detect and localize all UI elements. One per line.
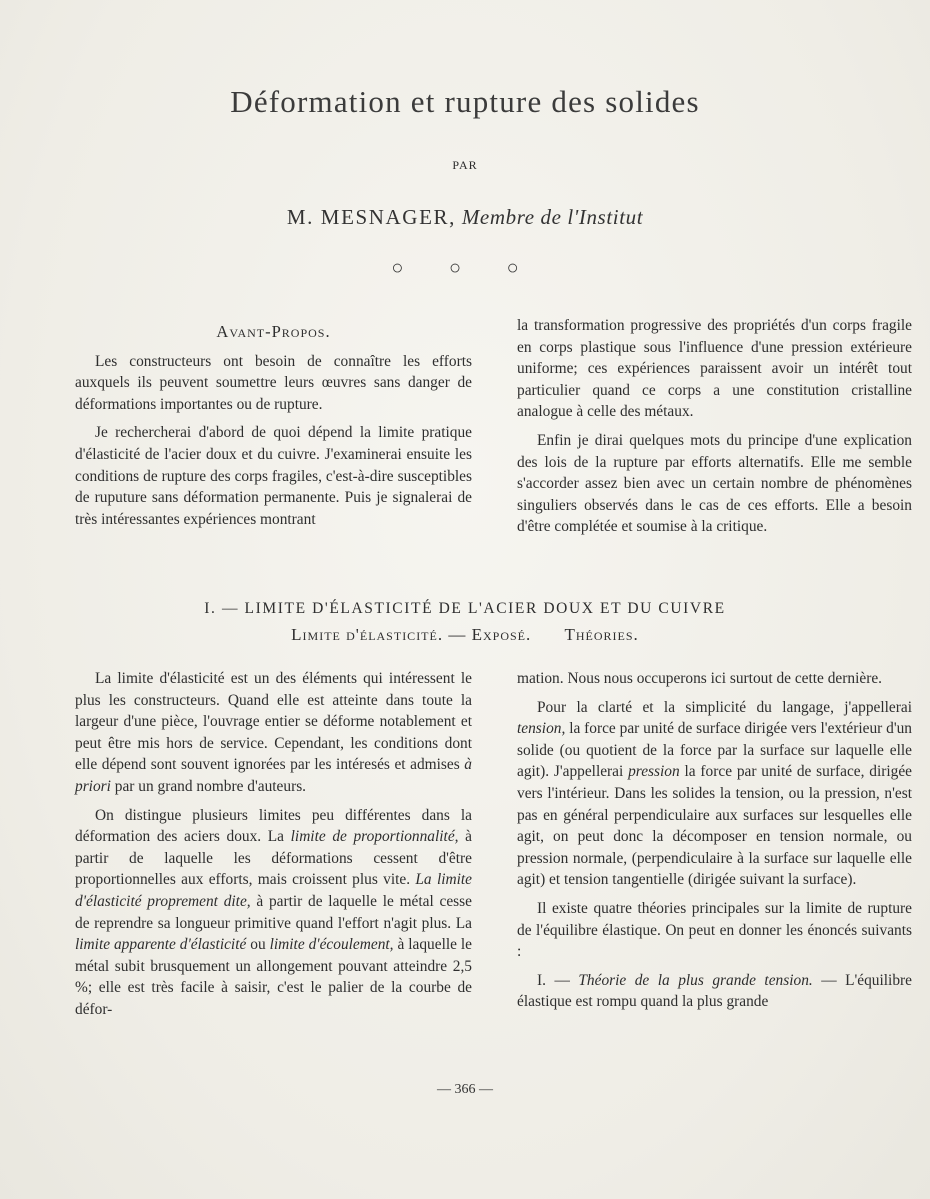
- ornament-circles: ○ ○ ○: [391, 257, 539, 279]
- italic-run: à priori: [75, 756, 472, 795]
- subheading-theories: Théories.: [564, 625, 639, 644]
- text-run: On distingue plusieurs limites peu différentes dans la déformation des aciers doux. La: [75, 806, 472, 846]
- italic-run: La limite d'élasticité proprement dite,: [75, 871, 472, 910]
- avant-propos-paragraph: Enfin je dirai quelques mots du principe d'une explication des lois de la rupture par efforts alternatifs. Elle me semble s'accorder assez bien avec un certain nombre de phénomènes singuliers observés dans le cas de ces efforts. Elle a besoin d'être complétée et soumise à la critique.: [517, 431, 912, 536]
- avant-propos-left-column: [75, 322, 472, 530]
- text-run: par un grand nombre d'auteurs.: [114, 777, 307, 795]
- author-name: M. MESNAGER,: [286, 205, 456, 229]
- avant-propos-paragraph: Je rechercherai d'abord de quoi dépend la limite pratique d'élasticité de l'acier doux et du cuivre. J'examinerai ensuite les conditions de rupture des corps fragiles, c'est-à-dire susceptibles de ruputure sans déformation permanente. Puis je signalerai de très intéressantes expériences montrant: [75, 424, 472, 528]
- italic-run: limite apparente d'élasticité: [75, 936, 247, 954]
- body-paragraph: mation. Nous nous occuperons ici surtout de cette dernière.: [517, 670, 882, 687]
- text-run: la force par unité de surface dirigée vers l'extérieur d'un solide (ou quotient de la force par la surface sur laquelle elle agit). J'appellerai: [517, 720, 912, 781]
- subheading-limite: Limite d'élasticité. — Exposé.: [291, 625, 532, 644]
- text-run: à laquelle le métal subit brusquement un allongement pouvant atteindre 2,5 %; elle est très facile à saisir, c'est le palier de la courbe de défor-: [75, 936, 472, 1018]
- body-paragraph: [75, 805, 472, 1021]
- page-number: — 366 —: [437, 1082, 493, 1097]
- section-subheading: [0, 625, 930, 645]
- avant-propos-right-column: [517, 315, 912, 538]
- body-paragraph: Il existe quatre théories principales sur la limite de rupture de l'équilibre élastique. On peut en donner les énoncés suivants :: [517, 899, 912, 961]
- text-run: La limite d'élasticité est un des éléments qui intéressent le plus les constructeurs. Quand elle est atteinte dans toute la largeur d'une pièce, l'ouvrage entier se déforme notablement et peut être mis hors de service. Cependant, les conditions dont elle dépend sont souvent ignorées par les intéresés et admises: [75, 670, 472, 774]
- avant-propos-heading: Avant-Propos.: [216, 322, 331, 341]
- italic-run: limite d'écoulement,: [269, 936, 394, 954]
- section-left-column: [75, 668, 472, 1021]
- par-label: PAR: [452, 158, 478, 172]
- text-run: I. —: [537, 971, 570, 989]
- italic-run: limite de proportionnalité,: [290, 828, 459, 846]
- body-paragraph: [517, 970, 912, 1013]
- section-right-column: [517, 668, 912, 1013]
- body-paragraph: [75, 668, 472, 798]
- text-run: ou: [250, 936, 266, 954]
- text-run: — L'équilibre élastique est rompu quand la plus grande: [517, 971, 912, 1011]
- italic-run: Théorie de la plus grande tension.: [578, 971, 813, 989]
- text-run: Pour la clarté et la simplicité du langage, j'appellerai: [537, 698, 912, 716]
- avant-propos-paragraph: Les constructeurs ont besoin de connaître les efforts auxquels ils peuvent soumettre leurs œuvres sans danger de déformations importantes ou de rupture.: [75, 352, 472, 413]
- section-heading: I. — LIMITE D'ÉLASTICITÉ DE L'ACIER DOUX ET DU CUIVRE: [204, 600, 726, 617]
- author-line: [0, 205, 930, 230]
- avant-propos-paragraph: la transformation progressive des propriétés d'un corps fragile en corps plastique sous l'influence d'une pression extérieure uniforme; ces expériences paraissent avoir un intérêt tout particulier quand ce corps a une constitution cristalline analogue à celle des métaux.: [517, 317, 912, 421]
- text-run: à partir de laquelle le métal cesse de reprendre sa longueur primitive quand l'effort n'agit plus. La: [75, 892, 472, 932]
- text-run: la force par unité de surface, dirigée vers l'intérieur. Dans les solides la tension, ou la pression, n'est pas en général perpendiculaire aux surfaces sur lesquelles elle agit, on peut donc la décomposer en tension normale, ou pression normale, (perpendiculaire à la surface sur laquelle elle agit) et tension tangentielle (dirigée suivant la surface).: [517, 763, 912, 889]
- text-run: à partir de laquelle les déformations cessent d'être proportionnelles aux efforts, mais croissent plus vite.: [75, 828, 472, 889]
- page-title: Déformation et rupture des solides: [230, 84, 700, 119]
- author-role: Membre de l'Institut: [461, 205, 644, 229]
- italic-run: pression: [628, 763, 680, 781]
- body-paragraph: [517, 697, 912, 891]
- italic-run: tension,: [517, 720, 566, 738]
